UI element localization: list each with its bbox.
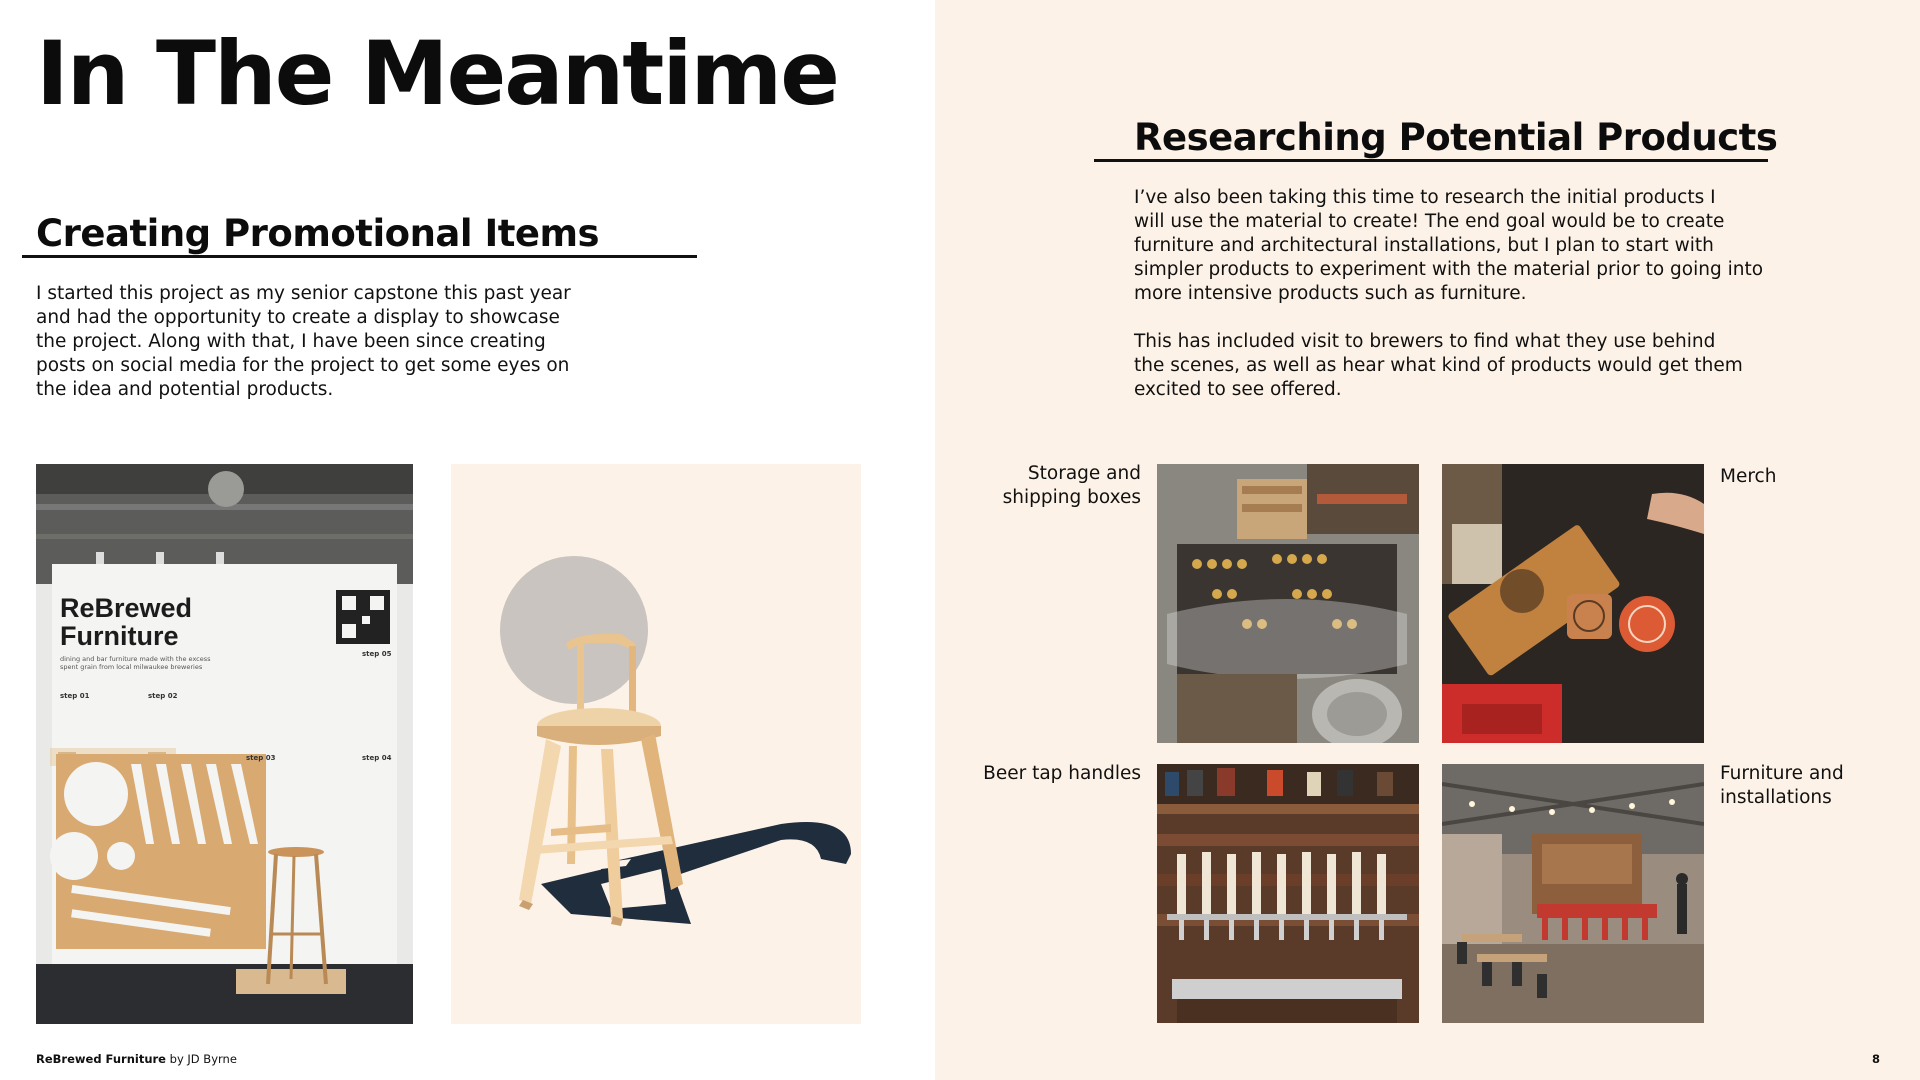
display-step-05: step 05 <box>362 650 392 658</box>
display-tagline-line2: spent grain from local milwaukee breweries <box>60 663 203 671</box>
merch-photo <box>1442 464 1704 743</box>
display-photo-graphic <box>36 464 413 1024</box>
footer-author: by JD Byrne <box>165 1052 237 1066</box>
page-title: In The Meantime <box>36 22 838 125</box>
heading-underline-right <box>1094 159 1768 162</box>
caption-furniture: Furniture and installations <box>1720 763 1844 808</box>
storage-boxes-graphic <box>1157 464 1419 743</box>
research-paragraph-1: I’ve also been taking this time to research the initial products I will use the material to create! The end goal would be to create furniture and architectural installations, but I plan to start with simpler products to experiment with the material prior to going into more intensive products such as furniture. <box>1134 187 1764 304</box>
display-brand-line2: Furniture <box>60 621 179 651</box>
footer-credit <box>36 1052 237 1066</box>
section-heading-research: Researching Potential Products <box>1134 116 1778 159</box>
caption-taps: Beer tap handles <box>983 763 1141 784</box>
right-panel-background <box>935 0 1920 1080</box>
section-heading-promotional: Creating Promotional Items <box>36 212 600 255</box>
display-step-03: step 03 <box>246 754 276 762</box>
heading-underline <box>22 255 697 258</box>
footer-brand: ReBrewed Furniture <box>36 1052 166 1066</box>
storage-boxes-photo <box>1157 464 1419 743</box>
display-brand-line1: ReBrewed <box>60 593 193 623</box>
beer-tap-handles-photo <box>1157 764 1419 1023</box>
display-photo <box>36 464 413 1024</box>
display-step-01: step 01 <box>60 692 90 700</box>
beer-tap-handles-graphic <box>1157 764 1419 1023</box>
stool-illustration-graphic <box>451 464 861 1024</box>
merch-graphic <box>1442 464 1704 743</box>
page-number: 8 <box>1871 1052 1880 1066</box>
display-tagline-line1: dining and bar furniture made with the excess <box>60 655 211 663</box>
research-paragraph-2: This has included visit to brewers to find what they use behind the scenes, as well as hear what kind of products would get them excited to see offered. <box>1134 331 1743 400</box>
display-step-02: step 02 <box>148 692 178 700</box>
furniture-installations-photo <box>1442 764 1704 1023</box>
caption-storage: Storage and shipping boxes <box>1002 463 1141 508</box>
stool-illustration <box>451 464 861 1024</box>
display-step-04: step 04 <box>362 754 392 762</box>
caption-merch: Merch <box>1720 466 1777 487</box>
furniture-installations-graphic <box>1442 764 1704 1023</box>
promotional-paragraph: I started this project as my senior capstone this past year and had the opportunity to create a display to showcase the project. Along with that, I have been since creating posts on social media for the project to get some eyes on the idea and potential products. <box>36 283 571 400</box>
